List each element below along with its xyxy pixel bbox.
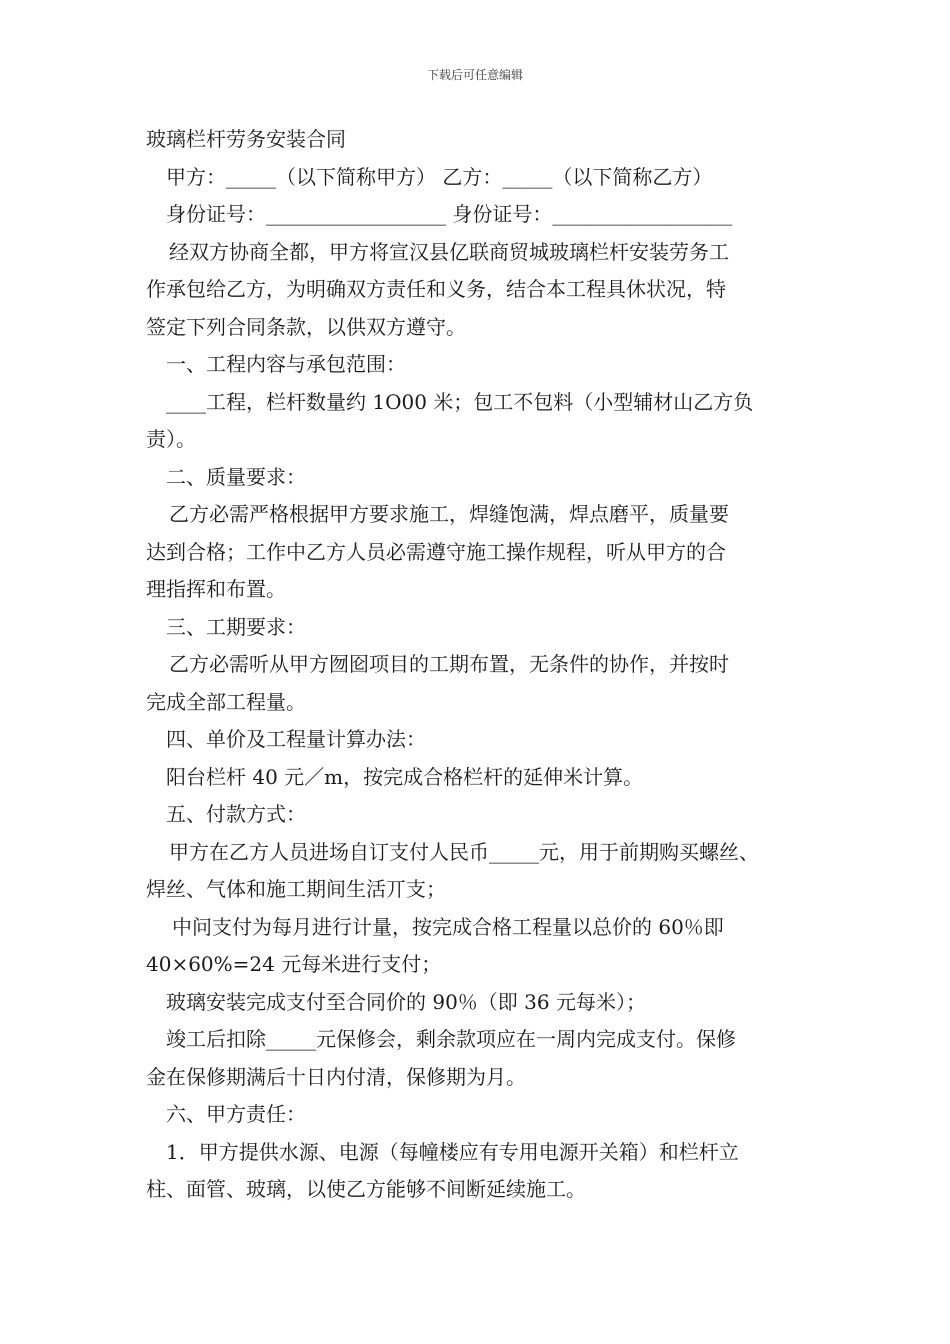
section-6-text: 1．甲方提供水源、电源（每幢楼应有专用电源开关箱）和栏杆立 xyxy=(166,1139,739,1164)
section-2-text: 达到合格；工作中乙方人员必需遵守施工操作规程，听从甲方的合 xyxy=(146,539,726,564)
section-1-text: ____工程，栏杆数量约 1O00 米；包工不包料（小型辅材山乙方负 xyxy=(166,389,754,414)
section-2-text: 乙方必需严格根据甲方要求施工，焊缝饱满，焊点磨平，质量要 xyxy=(169,502,729,526)
intro-paragraph-line: 签定下列合同条款，以供双方遵守。 xyxy=(146,314,466,339)
section-3-text: 乙方必需听从甲方囫囵项目的工期布置，无条件的协作，并按时 xyxy=(169,652,729,676)
section-heading-6: 六、甲方责任： xyxy=(166,1102,306,1126)
intro-paragraph-line: 经双方协商全都，甲方将宣汉县亿联商贸城玻璃栏杆安装劳务工 xyxy=(169,239,729,264)
section-5-text: 中问支付为每月进行计量，按完成合格工程量以总价的 60％即 xyxy=(172,914,724,939)
contract-body xyxy=(146,121,836,1209)
section-3-text: 完成全部工程量。 xyxy=(146,689,306,714)
section-5-text: 甲方在乙方人员进场自订支付人民币_____元，用于前期购买螺丝、 xyxy=(169,839,759,864)
id-number-line: 身份证号：__________________ 身份证号：__________________ xyxy=(166,202,733,226)
section-5-text: 竣工后扣除_____元保修会，剩余款项应在一周内完成支付。保修 xyxy=(166,1027,736,1051)
section-heading-4: 四、单价及工程量计算办法： xyxy=(166,727,426,751)
party-names-line: 甲方：_____（以下简称甲方） 乙方：_____（以下简称乙方） xyxy=(166,164,713,189)
section-heading-5: 五、付款方式： xyxy=(166,802,306,826)
section-heading-1: 一、工程内容与承包范围： xyxy=(166,352,406,376)
section-5-text: 玻璃安装完成支付至合同价的 90％（即 36 元每米）； xyxy=(166,989,646,1014)
page-header: 下载后可任意编辑 xyxy=(426,68,523,82)
section-5-text: 40×60%=24 元每米进行支付； xyxy=(146,952,442,976)
section-heading-3: 三、工期要求： xyxy=(166,614,306,639)
section-2-text: 理指挥和布置。 xyxy=(146,577,286,601)
intro-paragraph-line: 作承包给乙方，为明确双方责任和义务，结合本工程具休状况，特 xyxy=(146,277,726,301)
section-6-text: 柱、面管、玻璃，以使乙方能够不间断延续施工。 xyxy=(146,1177,586,1201)
section-5-text: 焊丝、气体和施工期间生活丌支； xyxy=(146,877,446,901)
section-4-text: 阳台栏杆 40 元／m，按完成合格栏杆的延伸米计算。 xyxy=(166,764,644,789)
section-1-text: 责）。 xyxy=(146,427,196,451)
section-5-text: 金在保修期满后十日内付清，保修期为月。 xyxy=(146,1064,526,1089)
section-heading-2: 二、质量要求： xyxy=(166,464,306,489)
document-title: 玻璃栏杆劳务安装合同 xyxy=(146,127,346,151)
